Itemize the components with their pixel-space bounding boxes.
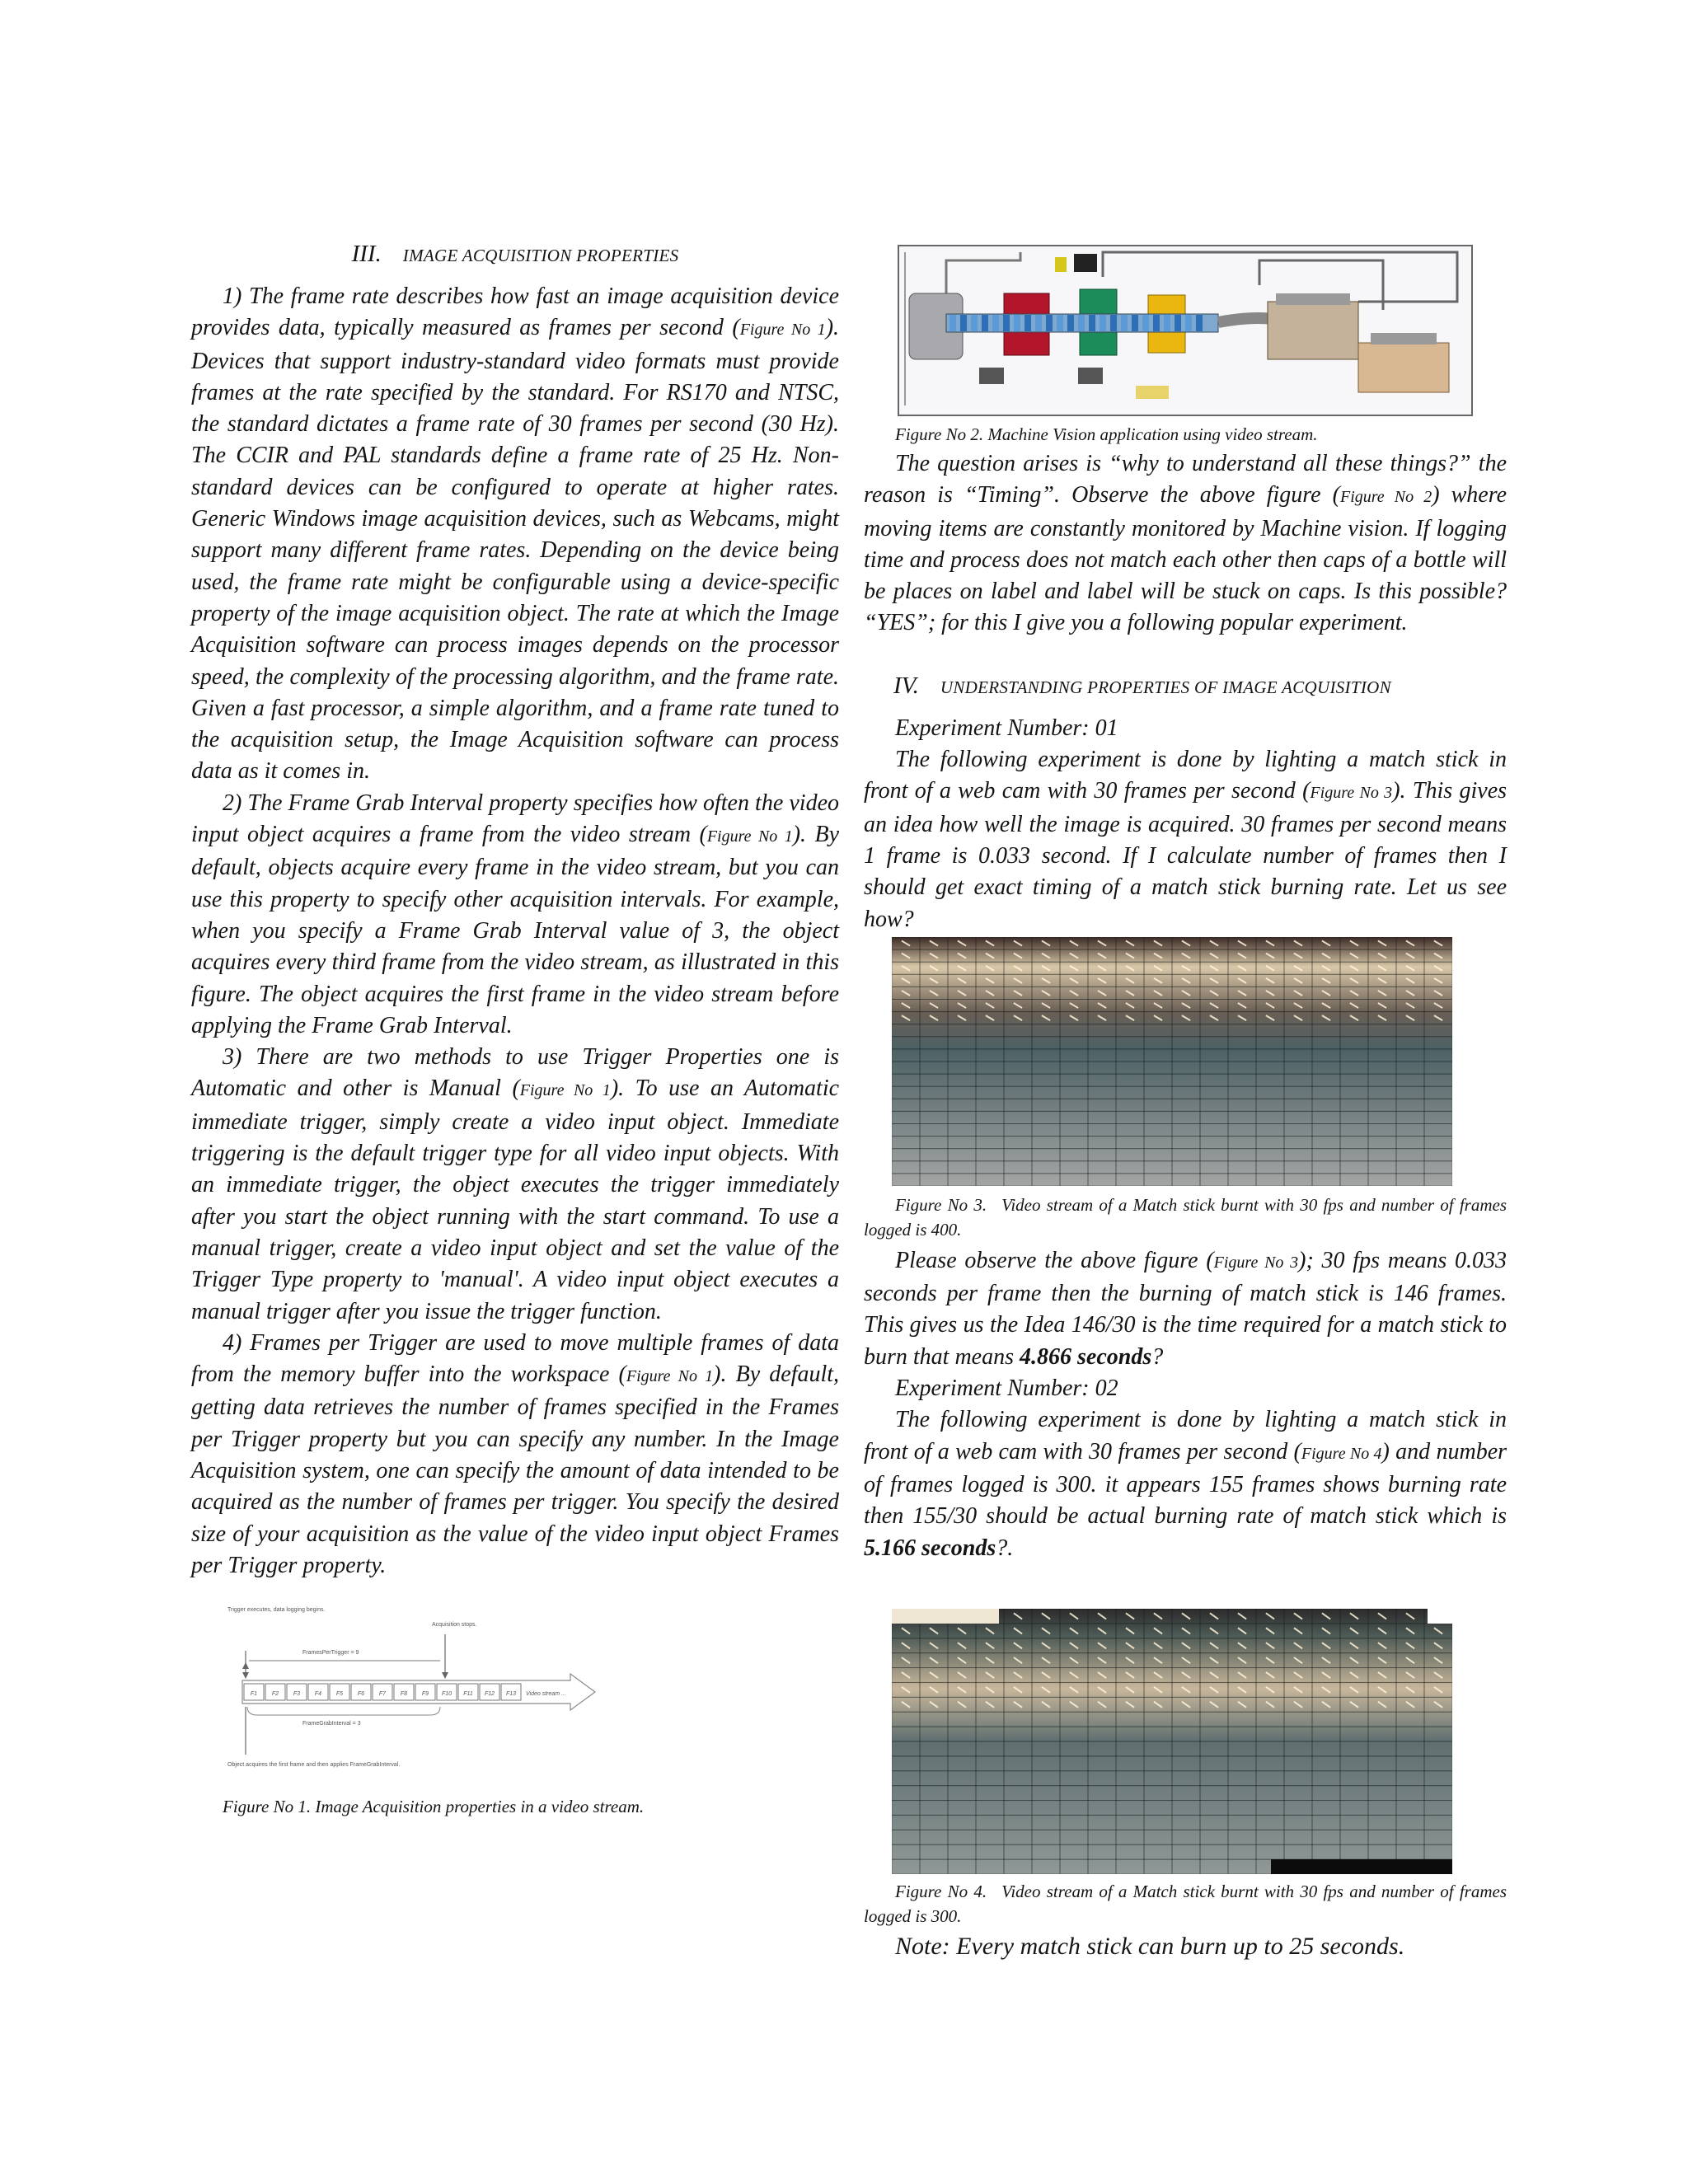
bottle bbox=[1078, 315, 1085, 331]
left-column bbox=[191, 241, 839, 1819]
figure-3 bbox=[892, 937, 1507, 1186]
frame-label: F1 bbox=[250, 1691, 258, 1698]
video-stream-label: Video stream ... bbox=[526, 1691, 566, 1698]
camera bbox=[1074, 254, 1097, 272]
bottle bbox=[1153, 315, 1160, 331]
section-title: UNDERSTANDING PROPERTIES OF IMAGE ACQUISITION bbox=[940, 677, 1391, 697]
experiment-1-heading: Experiment Number: 01 bbox=[895, 715, 1118, 741]
paragraph-observation: Please observe the above figure (Figure No 3); 30 fps means 0.033 seconds per frame then the burning of match stick is 146 frames. This gives us the Idea 146/30 is the time required for a match stick to burn that means 4.866 seconds? bbox=[864, 1247, 1507, 1370]
figure-1-caption: Figure No 1. Image Acquisition properties in a video stream. bbox=[223, 1797, 645, 1817]
bottle bbox=[982, 315, 988, 331]
frame-label: F9 bbox=[421, 1691, 429, 1698]
frame-label: F8 bbox=[400, 1691, 408, 1698]
match-stick-video-stream-400 bbox=[892, 937, 1452, 1186]
frame-label: F5 bbox=[335, 1691, 344, 1698]
section-heading-4 bbox=[864, 673, 1507, 700]
burn-time-result-2: 5.166 seconds bbox=[864, 1535, 996, 1561]
paragraph-experiment-2: The following experiment is done by lighting a match stick in front of a web cam with 30 frames per second (Figure No 4) and number of frames logged is 300. it appears 155 frames shows burning rate then 155/30 should be actual burning rate of match stick which is 5.166 seconds?. bbox=[864, 1407, 1507, 1561]
bottle bbox=[1132, 315, 1138, 331]
figure-reference: Figure No 4 bbox=[1301, 1444, 1382, 1463]
bottle bbox=[992, 315, 999, 331]
figure-4 bbox=[892, 1609, 1507, 1874]
bottle bbox=[1175, 315, 1181, 331]
figure-reference: Figure No 3 bbox=[1310, 784, 1393, 803]
figure-2-caption: Figure No 2. Machine Vision application using video stream. bbox=[895, 424, 1318, 444]
bottle bbox=[1185, 315, 1192, 331]
section-title: IMAGE ACQUISITION PROPERTIES bbox=[402, 246, 679, 265]
paragraph-frames-per-trigger: 4) Frames per Trigger are used to move multiple frames of data from the memory buffer into the workspace (Figure No 1). By default, getting data retrieves the number of frames specified in the Frames per Trigger property but you can specify any number. In the Image Acquisition system, one can specify the amount of data intended to be acquired as the number of frames per trigger. You specify the desired size of your acquisition as the value of the video input object Frames per Trigger property. bbox=[191, 1329, 840, 1578]
paragraph-timing: The question arises is “why to understand all these things?” the reason is “Timing”. Observe the above figure (Figure No 2) where moving items are constantly monitored by Machine vision. If logging time and process does not match each other then caps of a bottle will be places on label and label will be stuck on caps. Is this possible? “YES”; for this I give you a following popular experiment. bbox=[864, 451, 1507, 636]
bottle bbox=[1100, 315, 1106, 331]
bottle bbox=[1196, 315, 1203, 331]
match-stick-video-stream-300 bbox=[892, 1609, 1452, 1874]
frame-label: F10 bbox=[441, 1691, 452, 1698]
acquisition-stops-label: Acquisition stops. bbox=[432, 1622, 477, 1629]
bottle bbox=[960, 315, 967, 331]
figure-reference: Figure No 3 bbox=[1213, 1253, 1299, 1272]
frame-label: F13 bbox=[505, 1691, 517, 1698]
bottle bbox=[1057, 315, 1063, 331]
figure-reference: Figure No 2 bbox=[1339, 488, 1432, 507]
frame-label: F6 bbox=[357, 1691, 365, 1698]
bottle bbox=[1003, 315, 1010, 331]
figure-reference: Figure No 1 bbox=[739, 321, 826, 340]
figure-reference: Figure No 1 bbox=[706, 827, 793, 846]
right-column bbox=[864, 244, 1507, 1963]
paragraph-frame-grab-interval: 2) The Frame Grab Interval property specifies how often the video input object acquires a frame from the video stream (Figure No 1). By default, objects acquire every frame in the video stream, but you can use this property to specify other acquisition intervals. For example, when you specify a Frame Grab Interval value of 3, the object acquires every third frame from the video stream, as illustrated in this figure. The object acquires the first frame in the video stream before applying the Frame Grab Interval. bbox=[191, 790, 840, 1038]
bottle bbox=[1142, 315, 1149, 331]
frame-label: F4 bbox=[314, 1691, 322, 1698]
frame-label: F7 bbox=[378, 1691, 387, 1698]
note-text: Note: Every match stick can burn up to 25 seconds. bbox=[895, 1932, 1405, 1960]
experiment-2-heading: Experiment Number: 02 bbox=[895, 1376, 1118, 1402]
fpt-label: FramesPerTrigger = 9 bbox=[302, 1650, 359, 1657]
machine-vision-diagram bbox=[897, 244, 1474, 417]
bottle bbox=[1164, 315, 1170, 331]
bottle bbox=[1067, 315, 1074, 331]
figure-4-caption: Figure No 4. Video stream of a Match stick burnt with 30 fps and number of frames logged is 300. bbox=[864, 1881, 1507, 1926]
frame-label: F2 bbox=[271, 1691, 279, 1698]
bottle bbox=[950, 315, 956, 331]
paragraph-frame-rate: 1) The frame rate describes how fast an image acquisition device provides data, typically measured as frames per second (Figure No 1). Devices that support industry-standard video formats must provide frames at the rate specified by the standard. For RS170 and NTSC, the standard dictates a frame rate of 30 frames per second (30 Hz). The CCIR and PAL standards define a frame rate of 25 Hz. Non-standard devices can be configured to operate at higher rates. Generic Windows image acquisition devices, such as Webcams, might support many different frame rates. Depending on the device being used, the frame rate might be configurable using a device-specific property of the image acquisition object. The rate at which the Image Acquisition software can process images depends on the processor speed, the complexity of the processing algorithm, and the frame rate. Given a fast processor, a simple algorithm, and a frame rate tuned to the acquisition setup, the Image Acquisition software can process data as it comes in. bbox=[191, 284, 840, 785]
figure-2 bbox=[897, 244, 1507, 417]
paragraph-trigger: 3) There are two methods to use Trigger Properties one is Automatic and other is Manual (Figure No 1). To use an Automatic immediate trigger, simply create a video input object. Immediate triggering is the default trigger type for all video input objects. With an immediate trigger, the object executes the trigger immediately after you start the object running with the start command. To use a manual trigger, create a video input object and set the value of the Trigger Type property to 'manual'. A video input object executes a manual trigger after you issue the trigger function. bbox=[191, 1044, 840, 1324]
burn-time-result-1: 4.866 seconds bbox=[1020, 1343, 1152, 1370]
section-number: IV. bbox=[893, 672, 919, 699]
bottle bbox=[971, 315, 978, 331]
bottle bbox=[1089, 315, 1095, 331]
video-stream-diagram bbox=[224, 1601, 603, 1791]
figure-1 bbox=[224, 1601, 839, 1791]
bottle bbox=[1121, 315, 1128, 331]
figure-3-caption: Figure No 3. Video stream of a Match stick burnt with 30 fps and number of frames logged is 400. bbox=[864, 1194, 1507, 1240]
bottle bbox=[1035, 315, 1042, 331]
bottle bbox=[1014, 315, 1020, 331]
bottle bbox=[1025, 315, 1031, 331]
packing-box bbox=[1358, 343, 1449, 392]
frame-label: F11 bbox=[463, 1691, 473, 1698]
first-frame-label: Object acquires the first frame and then applies FrameGrabInterval. bbox=[227, 1762, 401, 1769]
trigger-label: Trigger executes, data logging begins. bbox=[227, 1607, 326, 1614]
bottle bbox=[1046, 315, 1053, 331]
section-number: III. bbox=[351, 241, 382, 267]
figure-reference: Figure No 1 bbox=[626, 1367, 714, 1386]
figure-reference: Figure No 1 bbox=[519, 1081, 611, 1100]
paragraph-experiment-1: The following experiment is done by lighting a match stick in front of a web cam with 30 frames per second (Figure No 3). This gives an idea how well the image is acquired. 30 frames per second means 1 frame is 0.033 second. If I calculate number of frames then I should get exact timing of a match stick burning rate. Let us see how? bbox=[864, 747, 1507, 932]
section-heading-3 bbox=[191, 241, 839, 268]
frame-label: F12 bbox=[484, 1691, 495, 1698]
fgi-label: FrameGrabInterval = 3 bbox=[302, 1721, 361, 1727]
frame-label: F3 bbox=[293, 1691, 301, 1698]
inspection-station bbox=[1268, 302, 1358, 359]
bottle bbox=[1110, 315, 1117, 331]
